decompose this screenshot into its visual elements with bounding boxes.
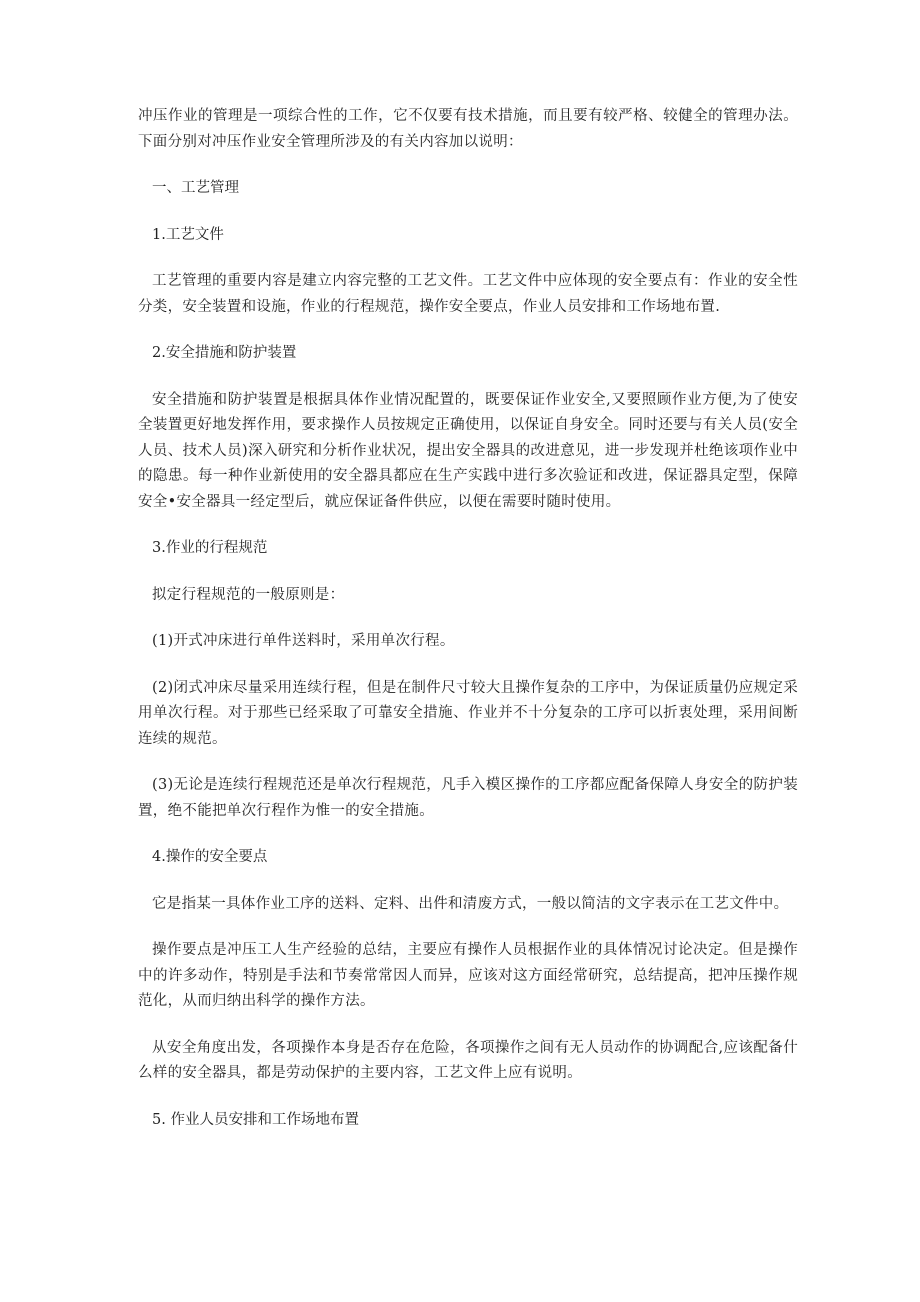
paragraph-stroke-principles: 拟定行程规范的一般原则是： xyxy=(152,586,345,603)
paragraph-safety-measures: 安全措施和防护装置是根据具体作业情况配置的，既要保证作业安全,又要照顾作业方便,为了使安全装置更好地发挥作用，要求操作人员按规定正确使用，以保证自身安全。同时还要与有关人员(安全人员、技术人员)深入研究和分析作业状况，提出安全器具的改进意见，进一步发现并杜绝该项作业中的隐患。每一种作业新使用的安全器具都应在生产实践中进行多次验证和改进，保证器具定型，保障安全•安全器具一经定型后，就应保证备件供应，以便在需要时随时使用。 xyxy=(138,391,798,510)
subheading-safety-measures: 2.安全措施和防护装置 xyxy=(152,345,297,361)
subheading-operation-safety-points: 4.操作的安全要点 xyxy=(152,849,268,865)
paragraph-process-documents: 工艺管理的重要内容是建立内容完整的工艺文件。工艺文件中应体现的安全要点有：作业的安全性分类，安全装置和设施，作业的行程规范，操作安全要点，作业人员安排和工作场地布置. xyxy=(138,273,798,315)
paragraph-operation-points-2: 操作要点是冲压工人生产经验的总结，主要应有操作人员根据作业的具体情况讨论决定。但是操作中的许多动作，特别是手法和节奏常常因人而异，应该对这方面经常研究，总结提高，把冲压操作规范化，从而归纳出科学的操作方法。 xyxy=(138,942,798,1009)
intro-paragraph: 冲压作业的管理是一项综合性的工作，它不仅要有技术措施，而且要有较严格、较健全的管理办法。下面分别对冲压作业安全管理所涉及的有关内容加以说明： xyxy=(138,108,798,150)
rule-item-1: (1)开式冲床进行单件送料时，采用单次行程。 xyxy=(152,633,455,649)
rule-item-2: (2)闭式冲床尽量采用连续行程，但是在制件尺寸较大且操作复杂的工序中，为保证质量仍应规定采用单次行程。对于那些已经采取了可靠安全措施、作业并不十分复杂的工序可以折衷处理，采用间断连续的规范。 xyxy=(138,679,798,747)
subheading-process-documents: 1.工艺文件 xyxy=(152,226,224,243)
paragraph-operation-points-1: 它是指某一具体作业工序的送料、定料、出件和清废方式，一般以简洁的文字表示在工艺文件中。 xyxy=(152,895,789,912)
section-heading-process-management: 一、工艺管理 xyxy=(152,180,239,196)
subheading-stroke-specification: 3.作业的行程规范 xyxy=(152,540,268,556)
rule-item-3: (3)无论是连续行程规范还是单次行程规范，凡手入模区操作的工序都应配备保障人身安全的防护装置，绝不能把单次行程作为惟一的安全措施。 xyxy=(138,777,798,819)
subheading-staffing-and-layout: 5. 作业人员安排和工作场地布置 xyxy=(152,1111,359,1128)
document-body xyxy=(138,104,798,1133)
paragraph-operation-points-3: 从安全角度出发，各项操作本身是否存在危险，各项操作之间有无人员动作的协调配合,应该配备什么样的安全器具，都是劳动保护的主要内容，工艺文件上应有说明。 xyxy=(138,1039,798,1081)
